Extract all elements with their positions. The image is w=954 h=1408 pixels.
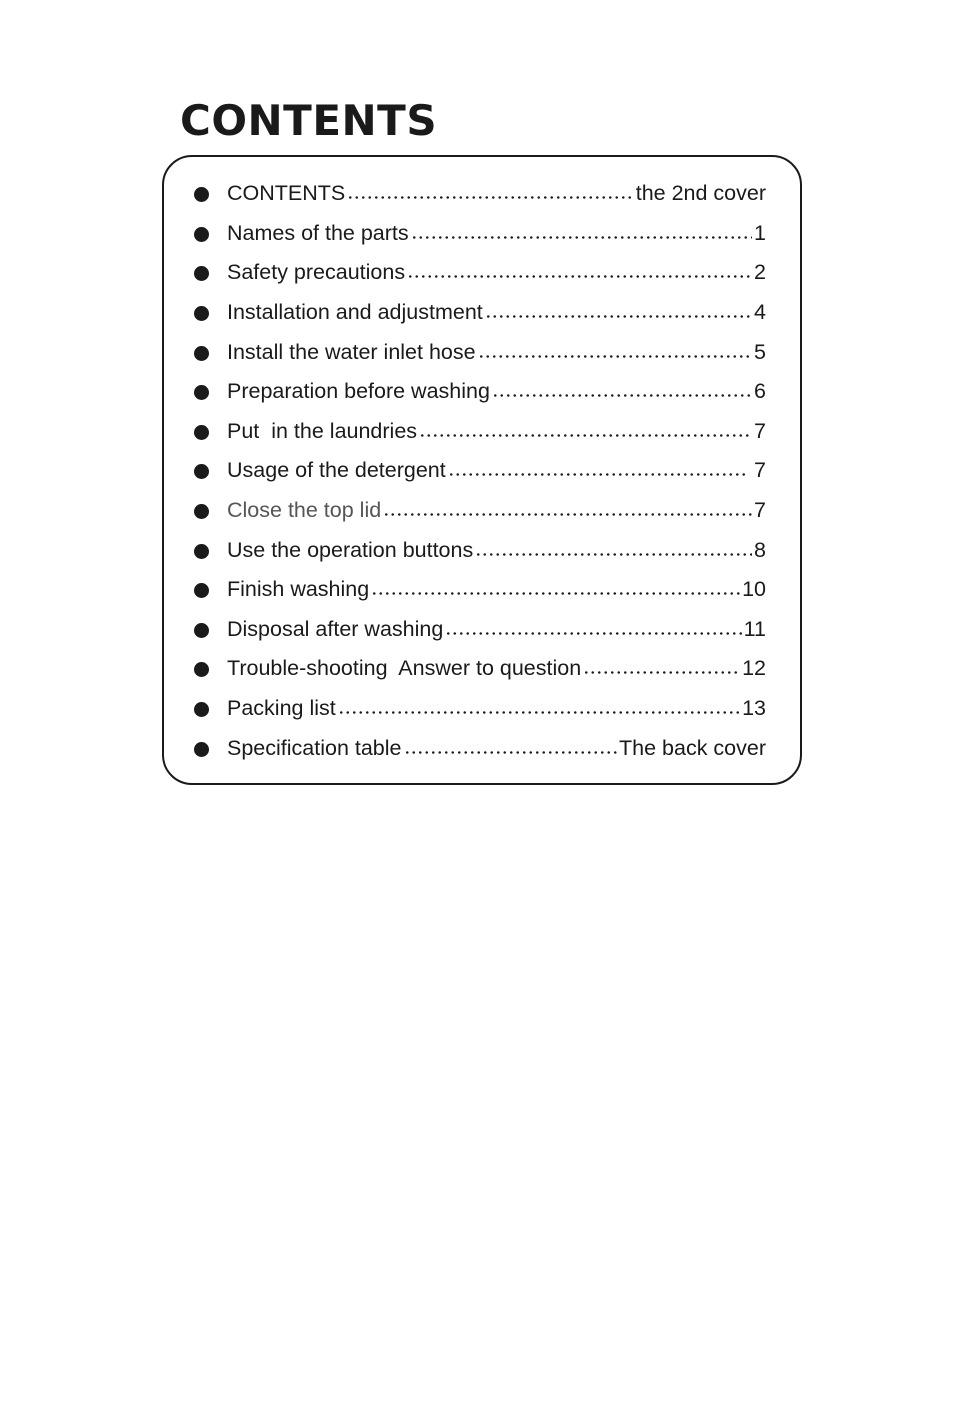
bullet-icon (194, 266, 209, 281)
toc-item-label: Install the water inlet hose (227, 339, 476, 364)
toc-item-page: 7 (748, 458, 766, 483)
toc-item-safety-precautions[interactable] (194, 253, 766, 293)
toc-item-label: Specification table (227, 735, 402, 760)
bullet-icon (194, 425, 209, 440)
toc-item-label: Finish washing (227, 577, 370, 602)
dot-leader (485, 315, 752, 318)
toc-item-packing-list[interactable] (194, 689, 766, 729)
toc-item-page: 4 (754, 300, 766, 325)
dot-leader (411, 236, 752, 239)
toc-item-put-laundries[interactable] (194, 412, 766, 452)
bullet-icon (194, 583, 209, 598)
dot-leader (478, 355, 752, 358)
bullet-icon (194, 187, 209, 202)
toc-item-page: The back cover (619, 735, 766, 760)
dot-leader (475, 553, 752, 556)
toc-item-page: 7 (754, 498, 766, 523)
toc-item-label: Disposal after washing (227, 616, 444, 641)
bullet-icon (194, 623, 209, 638)
toc-item-page: 10 (742, 577, 766, 602)
bullet-icon (194, 742, 209, 757)
dot-leader (407, 275, 752, 278)
toc-item-finish-washing[interactable] (194, 570, 766, 610)
bullet-icon (194, 504, 209, 519)
toc-item-page: 2 (754, 260, 766, 285)
toc-item-label: Safety precautions (227, 260, 406, 285)
dot-leader (448, 473, 746, 476)
toc-item-page: 13 (742, 696, 766, 721)
toc-list (194, 174, 766, 768)
toc-item-disposal[interactable] (194, 610, 766, 650)
dot-leader (583, 671, 740, 674)
toc-item-label: Trouble-shooting Answer to question (227, 656, 582, 681)
toc-item-installation[interactable] (194, 293, 766, 333)
bullet-icon (194, 702, 209, 717)
toc-item-names-of-parts[interactable] (194, 214, 766, 254)
toc-item-preparation[interactable] (194, 372, 766, 412)
toc-item-page: 7 (754, 418, 766, 443)
dot-leader (404, 751, 618, 754)
toc-item-label: Close the top lid (227, 498, 382, 523)
toc-item-page: 1 (754, 220, 766, 245)
bullet-icon (194, 346, 209, 361)
toc-item-page: 11 (743, 616, 766, 641)
bullet-icon (194, 306, 209, 321)
toc-box (162, 155, 802, 785)
toc-item-detergent[interactable] (194, 451, 766, 491)
dot-leader (419, 434, 752, 437)
toc-item-page: 12 (742, 656, 766, 681)
dot-leader (445, 632, 741, 635)
bullet-icon (194, 464, 209, 479)
dot-leader (371, 592, 740, 595)
bullet-icon (194, 662, 209, 677)
toc-item-label: Names of the parts (227, 220, 409, 245)
toc-item-water-inlet-hose[interactable] (194, 332, 766, 372)
toc-item-label: Installation and adjustment (227, 300, 483, 325)
toc-item-page: the 2nd cover (635, 181, 766, 206)
toc-item-label: Put in the laundries (227, 418, 418, 443)
toc-item-label: CONTENTS (227, 181, 346, 206)
toc-item-label: Use the operation buttons (227, 537, 474, 562)
toc-item-page: 5 (754, 339, 766, 364)
toc-item-trouble-shooting[interactable] (194, 649, 766, 689)
toc-item-label: Preparation before washing (227, 379, 490, 404)
toc-item-page: 8 (754, 537, 766, 562)
dot-leader (347, 196, 633, 199)
dot-leader (492, 394, 752, 397)
toc-item-page: 6 (754, 379, 766, 404)
toc-item-specification[interactable] (194, 728, 766, 768)
bullet-icon (194, 544, 209, 559)
page-title: CONTENTS (180, 96, 438, 145)
dot-leader (383, 513, 752, 516)
bullet-icon (194, 227, 209, 242)
toc-item-operation-buttons[interactable] (194, 530, 766, 570)
toc-item-label: Packing list (227, 696, 336, 721)
toc-item-label: Usage of the detergent (227, 458, 446, 483)
toc-item-contents[interactable] (194, 174, 766, 214)
toc-item-top-lid[interactable] (194, 491, 766, 531)
dot-leader (338, 711, 740, 714)
bullet-icon (194, 385, 209, 400)
